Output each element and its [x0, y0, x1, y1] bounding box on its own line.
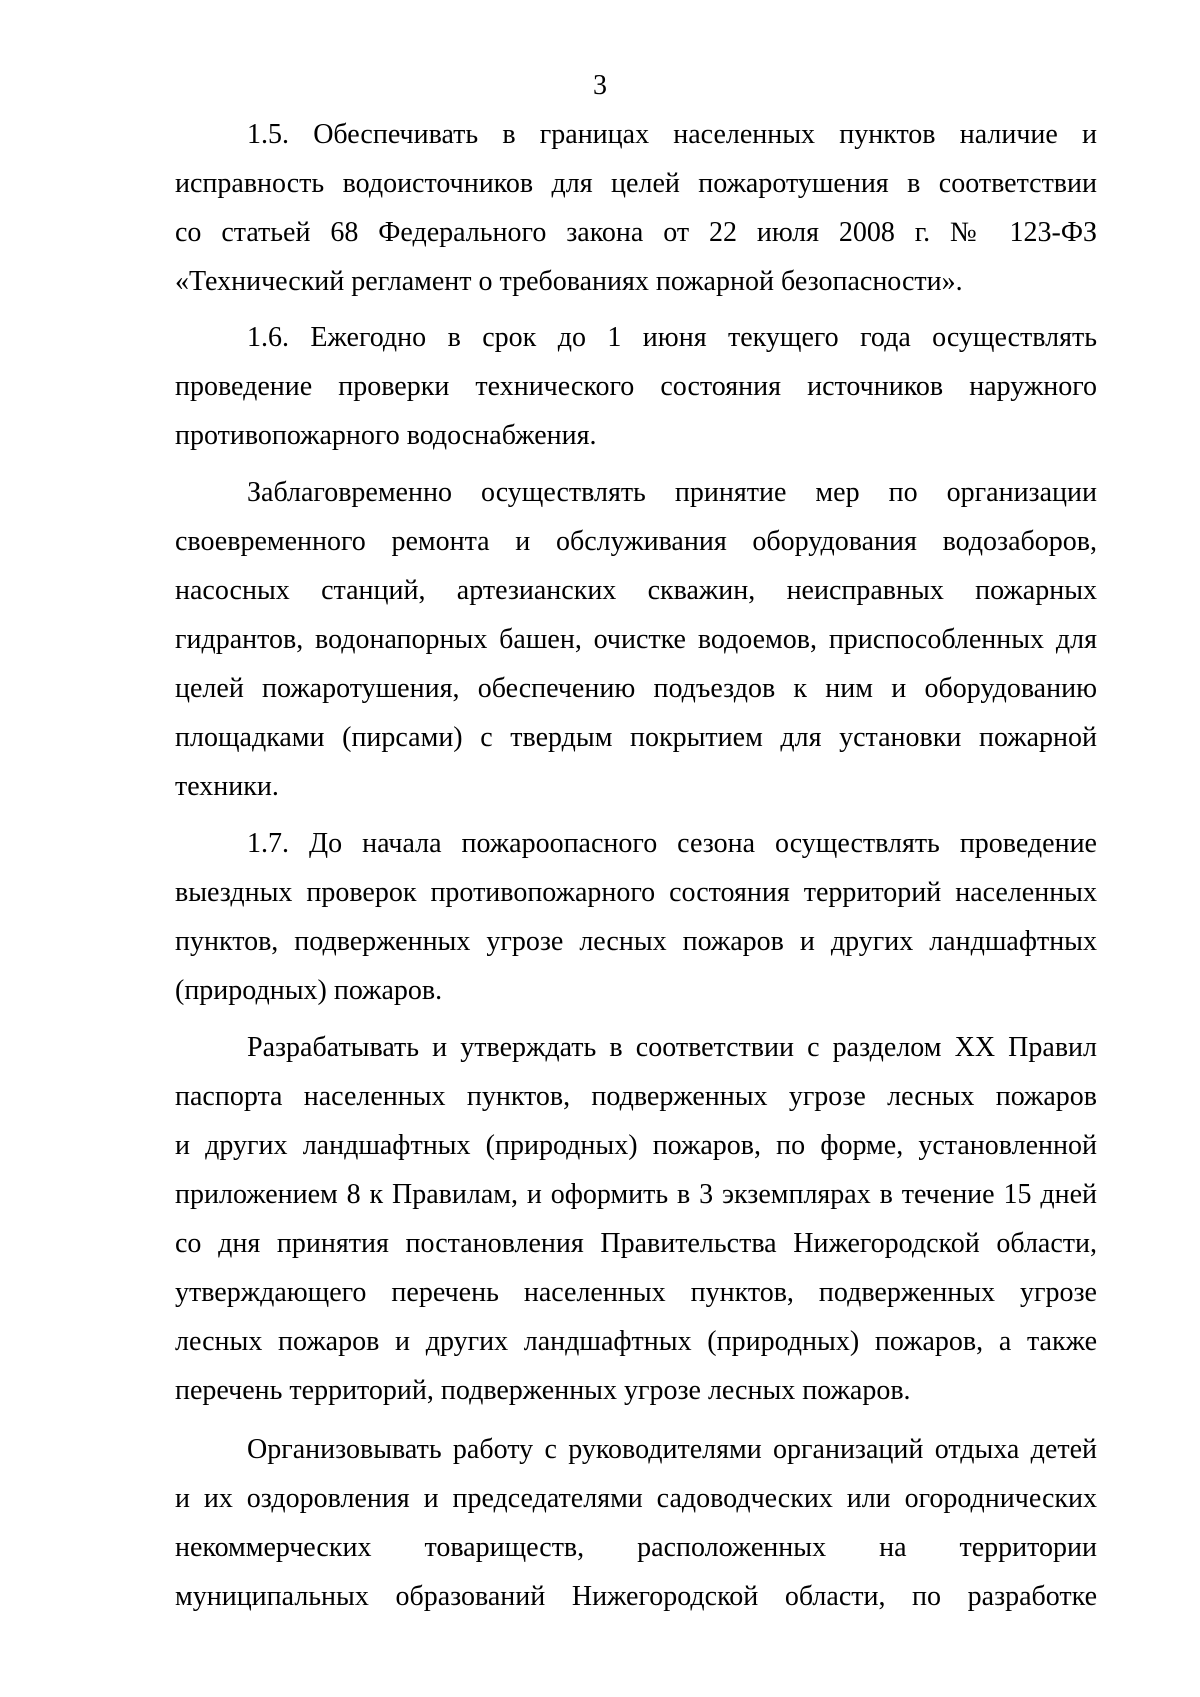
document-body — [175, 110, 1097, 1621]
text-line: пунктов, подверженных угрозе лесных пожаров и других ландшафтных — [175, 926, 1097, 957]
text-line: гидрантов, водонапорных башен, очистке водоемов, приспособленных для — [175, 624, 1097, 655]
text-line: Организовывать работу с руководителями организаций отдыха детей — [247, 1434, 1097, 1465]
text-line: некоммерческих товариществ, расположенных на территории — [175, 1532, 1097, 1563]
text-line: 1.6. Ежегодно в срок до 1 июня текущего года осуществлять — [247, 322, 1097, 353]
page-number: 3 — [593, 70, 607, 101]
text-line: Заблаговременно осуществлять принятие мер по организации — [247, 477, 1097, 508]
text-line: со статьей 68 Федерального закона от 22 июля 2008 г. № 123-ФЗ — [175, 217, 1097, 248]
text-line: проведение проверки технического состояния источников наружного — [175, 371, 1097, 402]
text-line: паспорта населенных пунктов, подверженных угрозе лесных пожаров — [175, 1081, 1097, 1112]
text-line: Разрабатывать и утверждать в соответствии с разделом XX Правил — [247, 1032, 1097, 1063]
text-line: 1.7. До начала пожароопасного сезона осуществлять проведение — [247, 828, 1097, 859]
text-line: исправность водоисточников для целей пожаротушения в соответствии — [175, 168, 1097, 199]
text-line: утверждающего перечень населенных пунктов, подверженных угрозе — [175, 1277, 1097, 1308]
text-line: техники. — [175, 771, 279, 802]
text-line: противопожарного водоснабжения. — [175, 420, 597, 451]
paragraph — [175, 1023, 1097, 1415]
text-line: муниципальных образований Нижегородской области, по разработке — [175, 1581, 1097, 1612]
paragraph — [175, 313, 1097, 460]
text-line: и их оздоровления и председателями садоводческих или огороднических — [175, 1483, 1097, 1514]
text-line: со дня принятия постановления Правительства Нижегородской области, — [175, 1228, 1097, 1259]
text-line: насосных станций, артезианских скважин, неисправных пожарных — [175, 575, 1097, 606]
text-line: лесных пожаров и других ландшафтных (природных) пожаров, а также — [175, 1326, 1097, 1357]
paragraph — [175, 110, 1097, 306]
text-line: 1.5. Обеспечивать в границах населенных пунктов наличие и — [247, 119, 1097, 150]
paragraph — [175, 819, 1097, 1015]
text-line: перечень территорий, подверженных угрозе лесных пожаров. — [175, 1375, 911, 1406]
text-line: «Технический регламент о требованиях пожарной безопасности». — [175, 266, 963, 297]
text-line: и других ландшафтных (природных) пожаров, по форме, установленной — [175, 1130, 1097, 1161]
text-line: приложением 8 к Правилам, и оформить в 3 экземплярах в течение 15 дней — [175, 1179, 1097, 1210]
paragraph — [175, 468, 1097, 811]
text-line: площадками (пирсами) с твердым покрытием для установки пожарной — [175, 722, 1097, 753]
text-line: (природных) пожаров. — [175, 975, 443, 1006]
paragraph — [175, 1425, 1097, 1621]
text-line: своевременного ремонта и обслуживания оборудования водозаборов, — [175, 526, 1097, 557]
text-line: целей пожаротушения, обеспечению подъездов к ним и оборудованию — [175, 673, 1097, 704]
text-line: выездных проверок противопожарного состояния территорий населенных — [175, 877, 1097, 908]
